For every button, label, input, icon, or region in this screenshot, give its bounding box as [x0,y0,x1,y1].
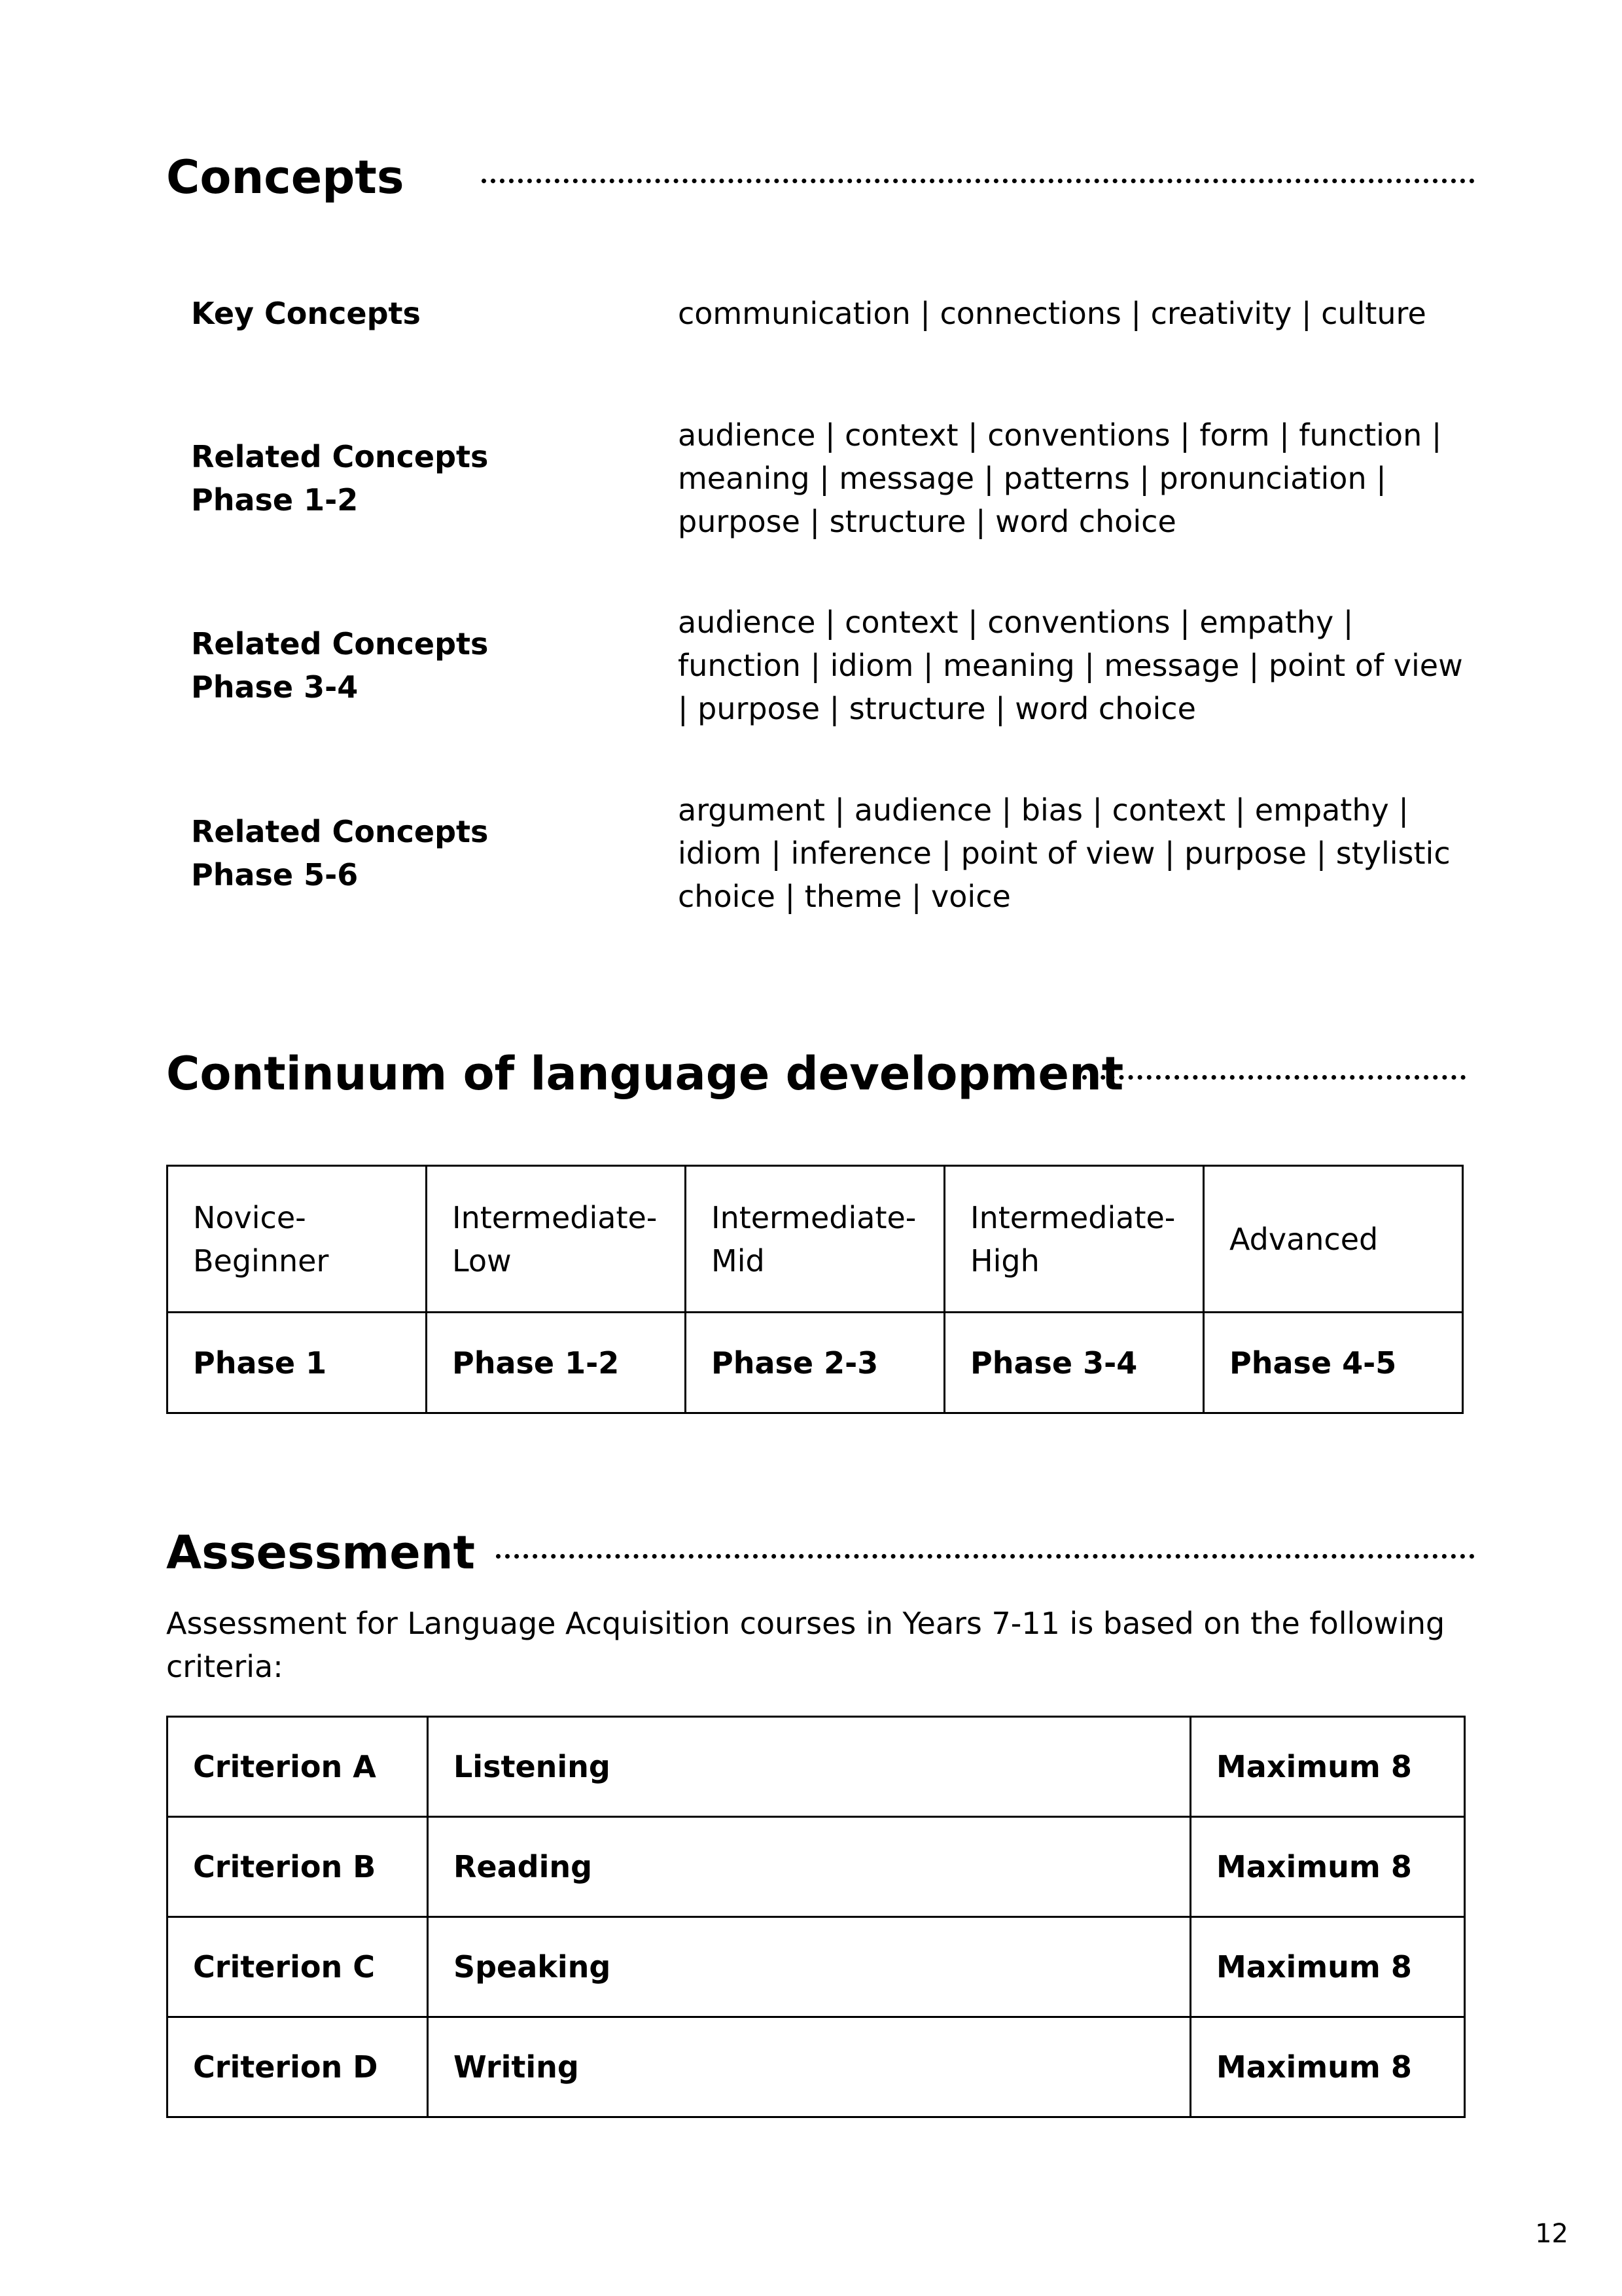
concept-text-phase-5-6: argument | audience | bias | context | empathy | idiom | inference | point of view | purpose | stylistic choice | theme | voice [678,792,1451,914]
concepts-heading: Concepts [166,150,404,204]
continuum-levels-row [167,1166,1463,1313]
table-row [167,1717,1465,1817]
table-row [167,1917,1465,2017]
criterion-cell: Criterion D [167,2017,428,2117]
concepts-dotted-rule [482,179,1475,183]
level-text: Advanced [1229,1221,1379,1257]
continuum-dotted-rule [1082,1075,1466,1080]
level-text: Intermediate-Mid [711,1199,917,1279]
concept-label-key: Key Concepts [191,296,421,331]
concept-label-phase-1-2: Related Concepts Phase 1-2 [191,439,489,518]
level-cell [1204,1166,1463,1313]
criterion-cell: Criterion B [167,1817,428,1917]
concept-label-phase-5-6: Related Concepts Phase 5-6 [191,814,489,892]
maximum-cell: Maximum 8 [1191,1917,1465,2017]
phase-cell: Phase 1 [167,1313,427,1413]
assessment-intro: Assessment for Language Acquisition courses in Years 7-11 is based on the following criteria: [166,1606,1445,1684]
skill-cell: Speaking [428,1917,1191,2017]
level-cell [167,1166,427,1313]
assessment-heading: Assessment [166,1526,476,1580]
concept-text-phase-1-2: audience | context | conventions | form | function | meaning | message | patterns | pronunciation | purpose | structure | word choice [678,417,1442,539]
level-text: Intermediate-High [970,1199,1176,1279]
skill-cell: Listening [428,1717,1191,1817]
skill-cell: Reading [428,1817,1191,1917]
skill-cell: Writing [428,2017,1191,2117]
level-text: Intermediate-Low [452,1199,658,1279]
phase-cell: Phase 4-5 [1204,1313,1463,1413]
table-row [167,2017,1465,2117]
maximum-cell: Maximum 8 [1191,2017,1465,2117]
criterion-cell: Criterion A [167,1717,428,1817]
concept-text-phase-3-4: audience | context | conventions | empathy | function | idiom | meaning | message | point of view | purpose | structure | word choice [678,605,1463,726]
concept-text-key: communication | connections | creativity | culture [678,296,1426,331]
maximum-cell: Maximum 8 [1191,1717,1465,1817]
concept-label-phase-3-4: Related Concepts Phase 3-4 [191,626,489,705]
level-text: Novice-Beginner [193,1199,329,1279]
continuum-phases-row [167,1313,1463,1413]
level-cell [945,1166,1204,1313]
maximum-cell: Maximum 8 [1191,1817,1465,1917]
level-cell [427,1166,686,1313]
phase-cell: Phase 3-4 [945,1313,1204,1413]
assessment-dotted-rule [496,1554,1475,1559]
continuum-heading: Continuum of language development [166,1047,1124,1101]
table-row [167,1817,1465,1917]
assessment-table [166,1716,1466,2118]
criterion-cell: Criterion C [167,1917,428,2017]
continuum-table [166,1165,1464,1414]
phase-cell: Phase 2-3 [686,1313,945,1413]
level-cell [686,1166,945,1313]
phase-cell: Phase 1-2 [427,1313,686,1413]
page-number: 12 [1535,2219,1568,2249]
